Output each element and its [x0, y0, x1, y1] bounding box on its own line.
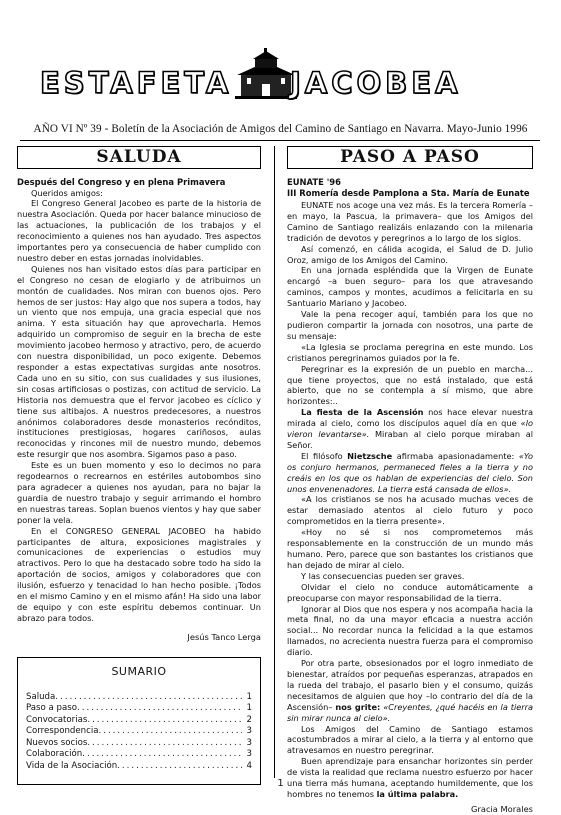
leader-dots [117, 761, 242, 773]
saluda-paragraph: El Congreso General Jacobeo es parte de la historia de nuestra Asociación. Queda por hacer balance minucioso de las actuaciones, la publicación de los trabajos y el reconocimiento a quienes nos han ayudado. Tres aspectos importantes pero ya consecuencia de haber cumplido con nuestro deber en estas jornadas inolvidables. [17, 198, 261, 263]
issue-line: AÑO VI Nº 39 - Boletín de la Asociación de Amigos del Camino de Santiago en Navarra. Mayo-Junio 1996 [33, 123, 528, 135]
sumario-item-label: Convocatorias [26, 714, 88, 725]
emphasis: la última palabra. [376, 788, 459, 799]
saluda-paragraph: Este es un buen momento y eso lo decimos no para regodearnos o recrearnos en estériles autobombos sino para agradecer a quienes nos ayudan, para no bajar la guardia de nuestro trabajo y seguir arrimando el hombro en nuestras tareas. Soplan buenos vientos y hay que saber poner la vela. [17, 460, 261, 525]
saluda-signature: Jesús Tanco Lerga [187, 631, 261, 642]
saluda-paragraph: Quienes nos han visitado estos días para participar en el Congreso no cesan de elogiarlo y de atribuirnos un montón de cualidades. Nos miran con buenos ojos. Pero hemos de ser justos: Hay algo que nos supera a todos, hay un viento que nos empuja, una gracia especial que nos anima. Y esta situación hay que aprovecharla. Hemos adquirido un compromiso de seguir en la brecha de este movimiento jacobeo hermoso y atractivo, pero, de acuerdo con nuestra disponibilidad, un poco exigente. Debemos responder a estas expectativas surgidas ante nosotros. Cada uno en su sitio, con sus cualidades y sus ilusiones, sin cosas artificiosas o postizas, con actitud de servicio. La Historia nos demuestra que el fervor jacobeo es cíclico y tiene sus altibajos. A nuestros predecesores, a nuestros anónimos colaboradores desde monasterios recónditos, instituciones prestigiosas, hogares cariñosos, aulas reconocidas y rincones mil de nuestro mundo, debemos este resurgir que nos asombra. Sigamos paso a paso. [17, 263, 261, 460]
paso-paragraph: Ignorar al Dios que nos espera y nos acompaña hacia la meta final, no da una mayor eficacia a nuestra acción social... No recordar nunca la felicidad a la que estamos llamados, no acrecienta nuestra fuerza para el compromiso diario. [287, 603, 533, 658]
sumario-item[interactable] [26, 738, 252, 750]
sumario-item-page: 2 [246, 714, 252, 725]
paso-paragraph [287, 407, 533, 451]
leader-dots [82, 749, 242, 761]
sumario-item[interactable] [26, 703, 252, 715]
leader-dots [77, 703, 242, 715]
sumario-item-label: Correspondencia [26, 726, 99, 737]
sumario-item-page: 3 [246, 737, 252, 748]
paso-subtitle: III Romería desde Pamplona a Sta. María de Eunate [287, 187, 530, 198]
text-run: Buen aprendizaje para ensanchar horizontes sin perder de vista la realidad que reclama nuestro esfuerzo por hacer una tierra más humana, aceptando humildemente, que los hombres no tenemos [287, 756, 533, 799]
paso-paragraph: En una jornada espléndida que la Virgen de Eunate encargó –a buen seguro– para los que atravesando caminos, campos y montes, acudimos a felicitarla en su Santuario Mariano y Jacobeo. [287, 265, 533, 309]
emphasis: nos grite: [335, 701, 381, 712]
quote: «Yo os conjuro hermanos, permaneced fieles a la tierra y no creáis en los que os hablan de experiencias del cielo. Son unos envenenadores. La tierra está cansada de ellos». [287, 450, 533, 494]
sumario-item-page: 4 [246, 760, 252, 771]
sumario-title: SUMARIO [111, 664, 167, 678]
leader-dots [98, 726, 242, 738]
leader-dots [87, 715, 242, 727]
paso-paragraph: Y las consecuencias pueden ser graves. [301, 570, 465, 581]
paso-paragraph: Olvidar el cielo no conduce automáticamente a preocuparse con mayor responsabilidad de la tierra. [287, 581, 533, 603]
paso-paragraph [287, 451, 533, 495]
sumario-item-page: 1 [246, 703, 252, 714]
text-run: El filósofo [301, 450, 348, 461]
sumario-box [17, 657, 261, 785]
text-run: Por otra parte, obsesionados por el logro inmediato de bienestar, atraídos por pequeñas esperanzas, atrapados en la rueda del trabajo, el pasarlo bien y el consumo, quizás necesitamos de alguien que hoy –lo contrario del día de la Ascensión– [287, 658, 533, 712]
paso-kicker: EUNATE '96 [287, 177, 341, 187]
sumario-item-label: Saluda [26, 691, 56, 702]
sumario-item[interactable] [26, 692, 252, 704]
paso-paragraph [287, 658, 533, 723]
paso-paragraph: Así comenzó, en cálida acogida, el Salud de D. Julio Oroz, amigo de los Amigos del Camino. [287, 243, 533, 265]
sumario-item-label: Paso a paso [26, 703, 77, 714]
column-divider [274, 146, 275, 778]
leader-dots [55, 692, 242, 704]
quote: «lo vieron levantarse». [287, 418, 533, 440]
text-run: nos hace elevar nuestra mirada al cielo, como los discípulos aquel día en que [287, 407, 533, 429]
sumario-item-page: 1 [246, 691, 252, 702]
sumario-item-page: 3 [246, 749, 252, 760]
paso-title: PASO A PASO [287, 146, 533, 169]
paso-paragraph: Peregrinar es la expresión de un pueblo en marcha... que tiene proyectos, que no está instalado, que está abierto, que no se contempla a sí mismo, que abre horizontes:.. [287, 363, 533, 407]
paso-paragraph: «A los cristianos se nos ha acusado muchas veces de estar demasiado atentos al cielo futuro y poco comprometidos en la tierra presente». [287, 494, 533, 527]
saluda-paragraph: En el CONGRESO GENERAL JACOBEO ha habido participantes de altura, exposiciones magistrales y comunicaciones de experiencias o estudios muy atractivos. Pero lo que ha destacado sobre todo ha sido la aportación de socios, amigos y colaboradores que con ilusión, esfuerzo y tenacidad lo han hecho posible. ¡Todos en el mismo Camino y en el mismo afán! Ha sido una labor de equipo y con este espíritu debemos continuar. Un abrazo para todos. [17, 525, 261, 623]
sumario-item-label: Colaboración [26, 749, 83, 760]
saluda-column [17, 146, 261, 785]
header-rule [20, 140, 540, 141]
page-number: 1 [277, 778, 284, 789]
paso-column [287, 146, 533, 815]
quote: «Creyentes, ¿qué hacéis en la tierra sin mirar nunca al cielo». [287, 701, 534, 723]
paso-signature: Gracia Morales [471, 803, 533, 814]
sumario-item-label: Nuevos socios [26, 737, 88, 748]
emphasis: Nietzsche [347, 450, 393, 461]
paso-paragraph: Los Amigos del Camino de Santiago estamos acostumbrados a mirar al cielo, a la tierra y al entorno que atravesamos en nuestro peregrinar. [287, 723, 533, 756]
sumario-item-page: 3 [246, 726, 252, 737]
text-run: afirmaba apasionadamente: [392, 450, 519, 461]
saluda-greeting: Queridos amigos: [31, 187, 103, 198]
sumario-item[interactable] [26, 726, 252, 738]
saluda-title: SALUDA [17, 146, 261, 169]
paso-paragraph: Vale la pena recoger aquí, también para los que no pudieron compartir la jornada con nosotros, una parte de su mensaje: [287, 309, 533, 341]
saluda-subtitle: Después del Congreso y en plena Primavera [17, 177, 226, 187]
text-run: Miraban al cielo porque miraban al Señor. [287, 429, 533, 450]
paso-paragraph: «Hoy no sé si nos comprometemos más responsablemente en la construcción de un mundo más humano. Pero, parece que son bastantes los cristianos que han dejado de mirar al cielo. [287, 527, 533, 570]
sumario-item-label: Vida de la Asociación [26, 760, 118, 771]
masthead [0, 40, 561, 118]
paso-paragraph: «La Iglesia se proclama peregrina en este mundo. Los cristianos peregrinamos guiados por la fe. [287, 341, 533, 363]
paso-paragraph: EUNATE nos acoge una vez más. Es la tercera Romería –en mayo, la Pascua, la primavera– que los Amigos del Camino de Santiago realizáis enlazando con la milenaria tradición de devotos y peregrinos a lo largo de los siglos. [287, 200, 533, 243]
sumario-item[interactable] [26, 761, 252, 773]
emphasis: La fiesta de la Ascensión [301, 407, 424, 418]
leader-dots [87, 738, 242, 750]
sumario-item[interactable] [26, 715, 252, 727]
masthead-title-right: JACOBEA [290, 66, 462, 100]
sumario-item[interactable] [26, 749, 252, 761]
masthead-title-left: ESTAFETA [40, 66, 233, 100]
